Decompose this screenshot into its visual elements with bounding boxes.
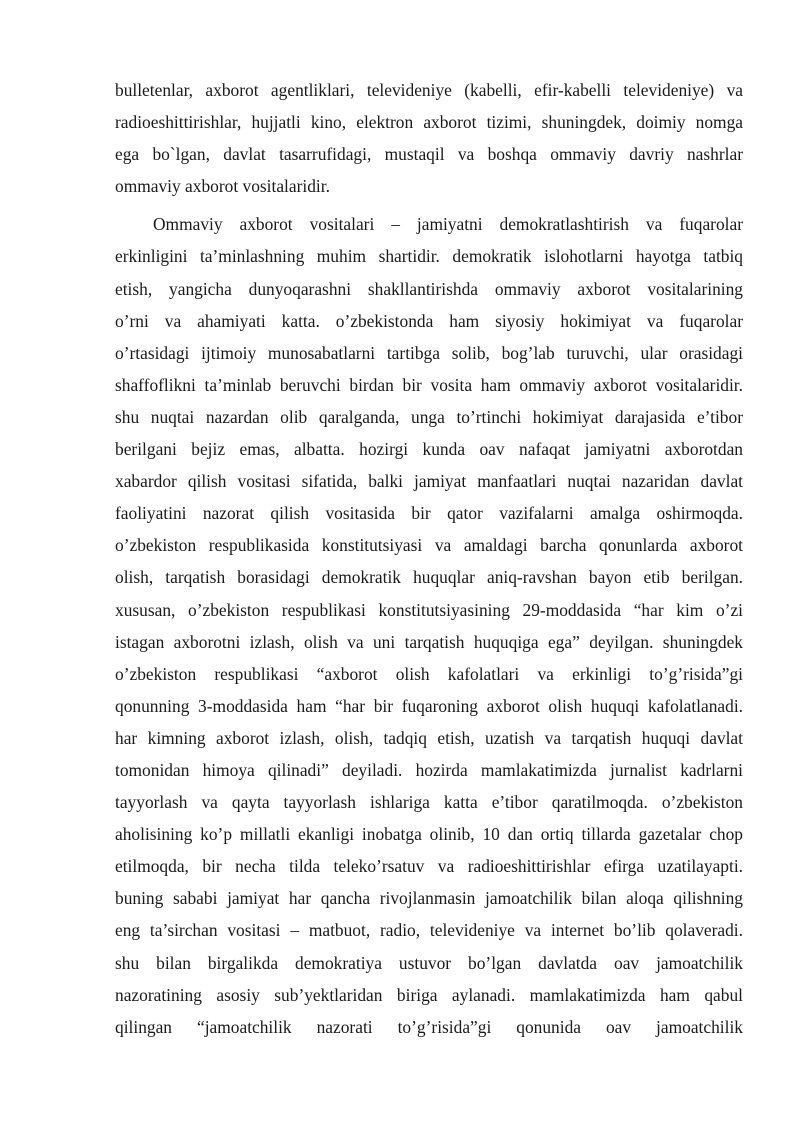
paragraph-line: radioeshittirishlar, hujjatli kino, elektron axborot tizimi, shuningdek, doimiy nomga — [115, 112, 743, 133]
paragraph-line: o’zbekiston respublikasi “axborot olish kafolatlari va erkinligi to’g’risida”gi — [115, 663, 743, 684]
paragraph-line: berilgani bejiz emas, albatta. hozirgi kunda oav nafaqat jamiyatni axborotdan — [115, 439, 743, 460]
paragraph-line: xabardor qilish vositasi sifatida, balki jamiyat manfaatlari nuqtai nazaridan davlat — [115, 471, 743, 492]
paragraph-line: har kimning axborot izlash, olish, tadqiq etish, uzatish va tarqatish huquqi davlat — [115, 727, 743, 748]
paragraph-line: istagan axborotni izlash, olish va uni tarqatish huquqiga ega” deyilgan. shuningdek — [115, 631, 743, 652]
paragraph-line: qonunning 3-moddasida ham “har bir fuqaroning axborot olish huquqi kafolatlanadi. — [115, 695, 743, 716]
paragraph-line: faoliyatini nazorat qilish vositasida bir qator vazifalarni amalga oshirmoqda. — [115, 503, 743, 524]
paragraph-line: Ommaviy axborot vositalari – jamiyatni demokratlashtirish va fuqarolar — [153, 214, 743, 235]
paragraph-line: shu bilan birgalikda demokratiya ustuvor bo’lgan davlatda oav jamoatchilik — [115, 952, 743, 973]
paragraph-line: o’rni va ahamiyati katta. o’zbekistonda ham siyosiy hokimiyat va fuqarolar — [115, 310, 743, 331]
paragraph-line: erkinligini ta’minlashning muhim shartidir. demokratik islohotlarni hayotga tatbiq — [115, 246, 743, 267]
paragraph-line: shu nuqtai nazardan olib qaralganda, unga to’rtinchi hokimiyat darajasida e’tibor — [115, 406, 743, 427]
paragraph-line: nazoratining asosiy sub’yektlaridan biriga aylanadi. mamlakatimizda ham qabul — [115, 984, 743, 1005]
paragraph-line: eng ta’sirchan vositasi – matbuot, radio, televideniye va internet bo’lib qolaveradi. — [115, 920, 743, 941]
paragraph-line: tomonidan himoya qilinadi” deyiladi. hozirda mamlakatimizda jurnalist kadrlarni — [115, 759, 743, 780]
paragraph-line: o’rtasidagi ijtimoiy munosabatlarni tartibga solib, bog’lab turuvchi, ular orasidagi — [115, 342, 743, 363]
paragraph-1 — [115, 74, 743, 202]
paragraph-line: shaffoflikni ta’minlab beruvchi birdan bir vosita ham ommaviy axborot vositalaridir. — [115, 374, 743, 395]
paragraph-line: qilingan “jamoatchilik nazorati to’g’risida”gi qonunida oav jamoatchilik — [115, 1016, 743, 1037]
paragraph-line: olish, tarqatish borasidagi demokratik huquqlar aniq-ravshan bayon etib berilgan. — [115, 567, 743, 588]
paragraph-line: tayyorlash va qayta tayyorlash ishlariga katta e’tibor qaratilmoqda. o’zbekiston — [115, 792, 743, 813]
paragraph-line: xususan, o’zbekiston respublikasi konstitutsiyasining 29-moddasida “har kim o’zi — [115, 599, 743, 620]
paragraph-line: o’zbekiston respublikasida konstitutsiyasi va amaldagi barcha qonunlarda axborot — [115, 535, 743, 556]
paragraph-line: etilmoqda, bir necha tilda teleko’rsatuv va radioeshittirishlar efirga uzatilayapti. — [115, 856, 743, 877]
paragraph-line: ommaviy axborot vositalaridir. — [115, 176, 330, 197]
paragraph-2 — [115, 208, 743, 1042]
paragraph-line: buning sababi jamiyat har qancha rivojlanmasin jamoatchilik bilan aloqa qilishning — [115, 888, 743, 909]
paragraph-line: bulletenlar, axborot agentliklari, televideniye (kabelli, efir-kabelli televideniye) va — [115, 80, 743, 100]
paragraph-line: aholisining ko’p millatli ekanligi inobatga olinib, 10 dan ortiq tillarda gazetalar chop — [115, 824, 743, 845]
paragraph-line: etish, yangicha dunyoqarashni shakllantirishda ommaviy axborot vositalarining — [115, 278, 743, 299]
paragraph-line: ega bo`lgan, davlat tasarrufidagi, mustaqil va boshqa ommaviy davriy nashrlar — [115, 144, 743, 165]
document-page — [115, 74, 743, 1043]
